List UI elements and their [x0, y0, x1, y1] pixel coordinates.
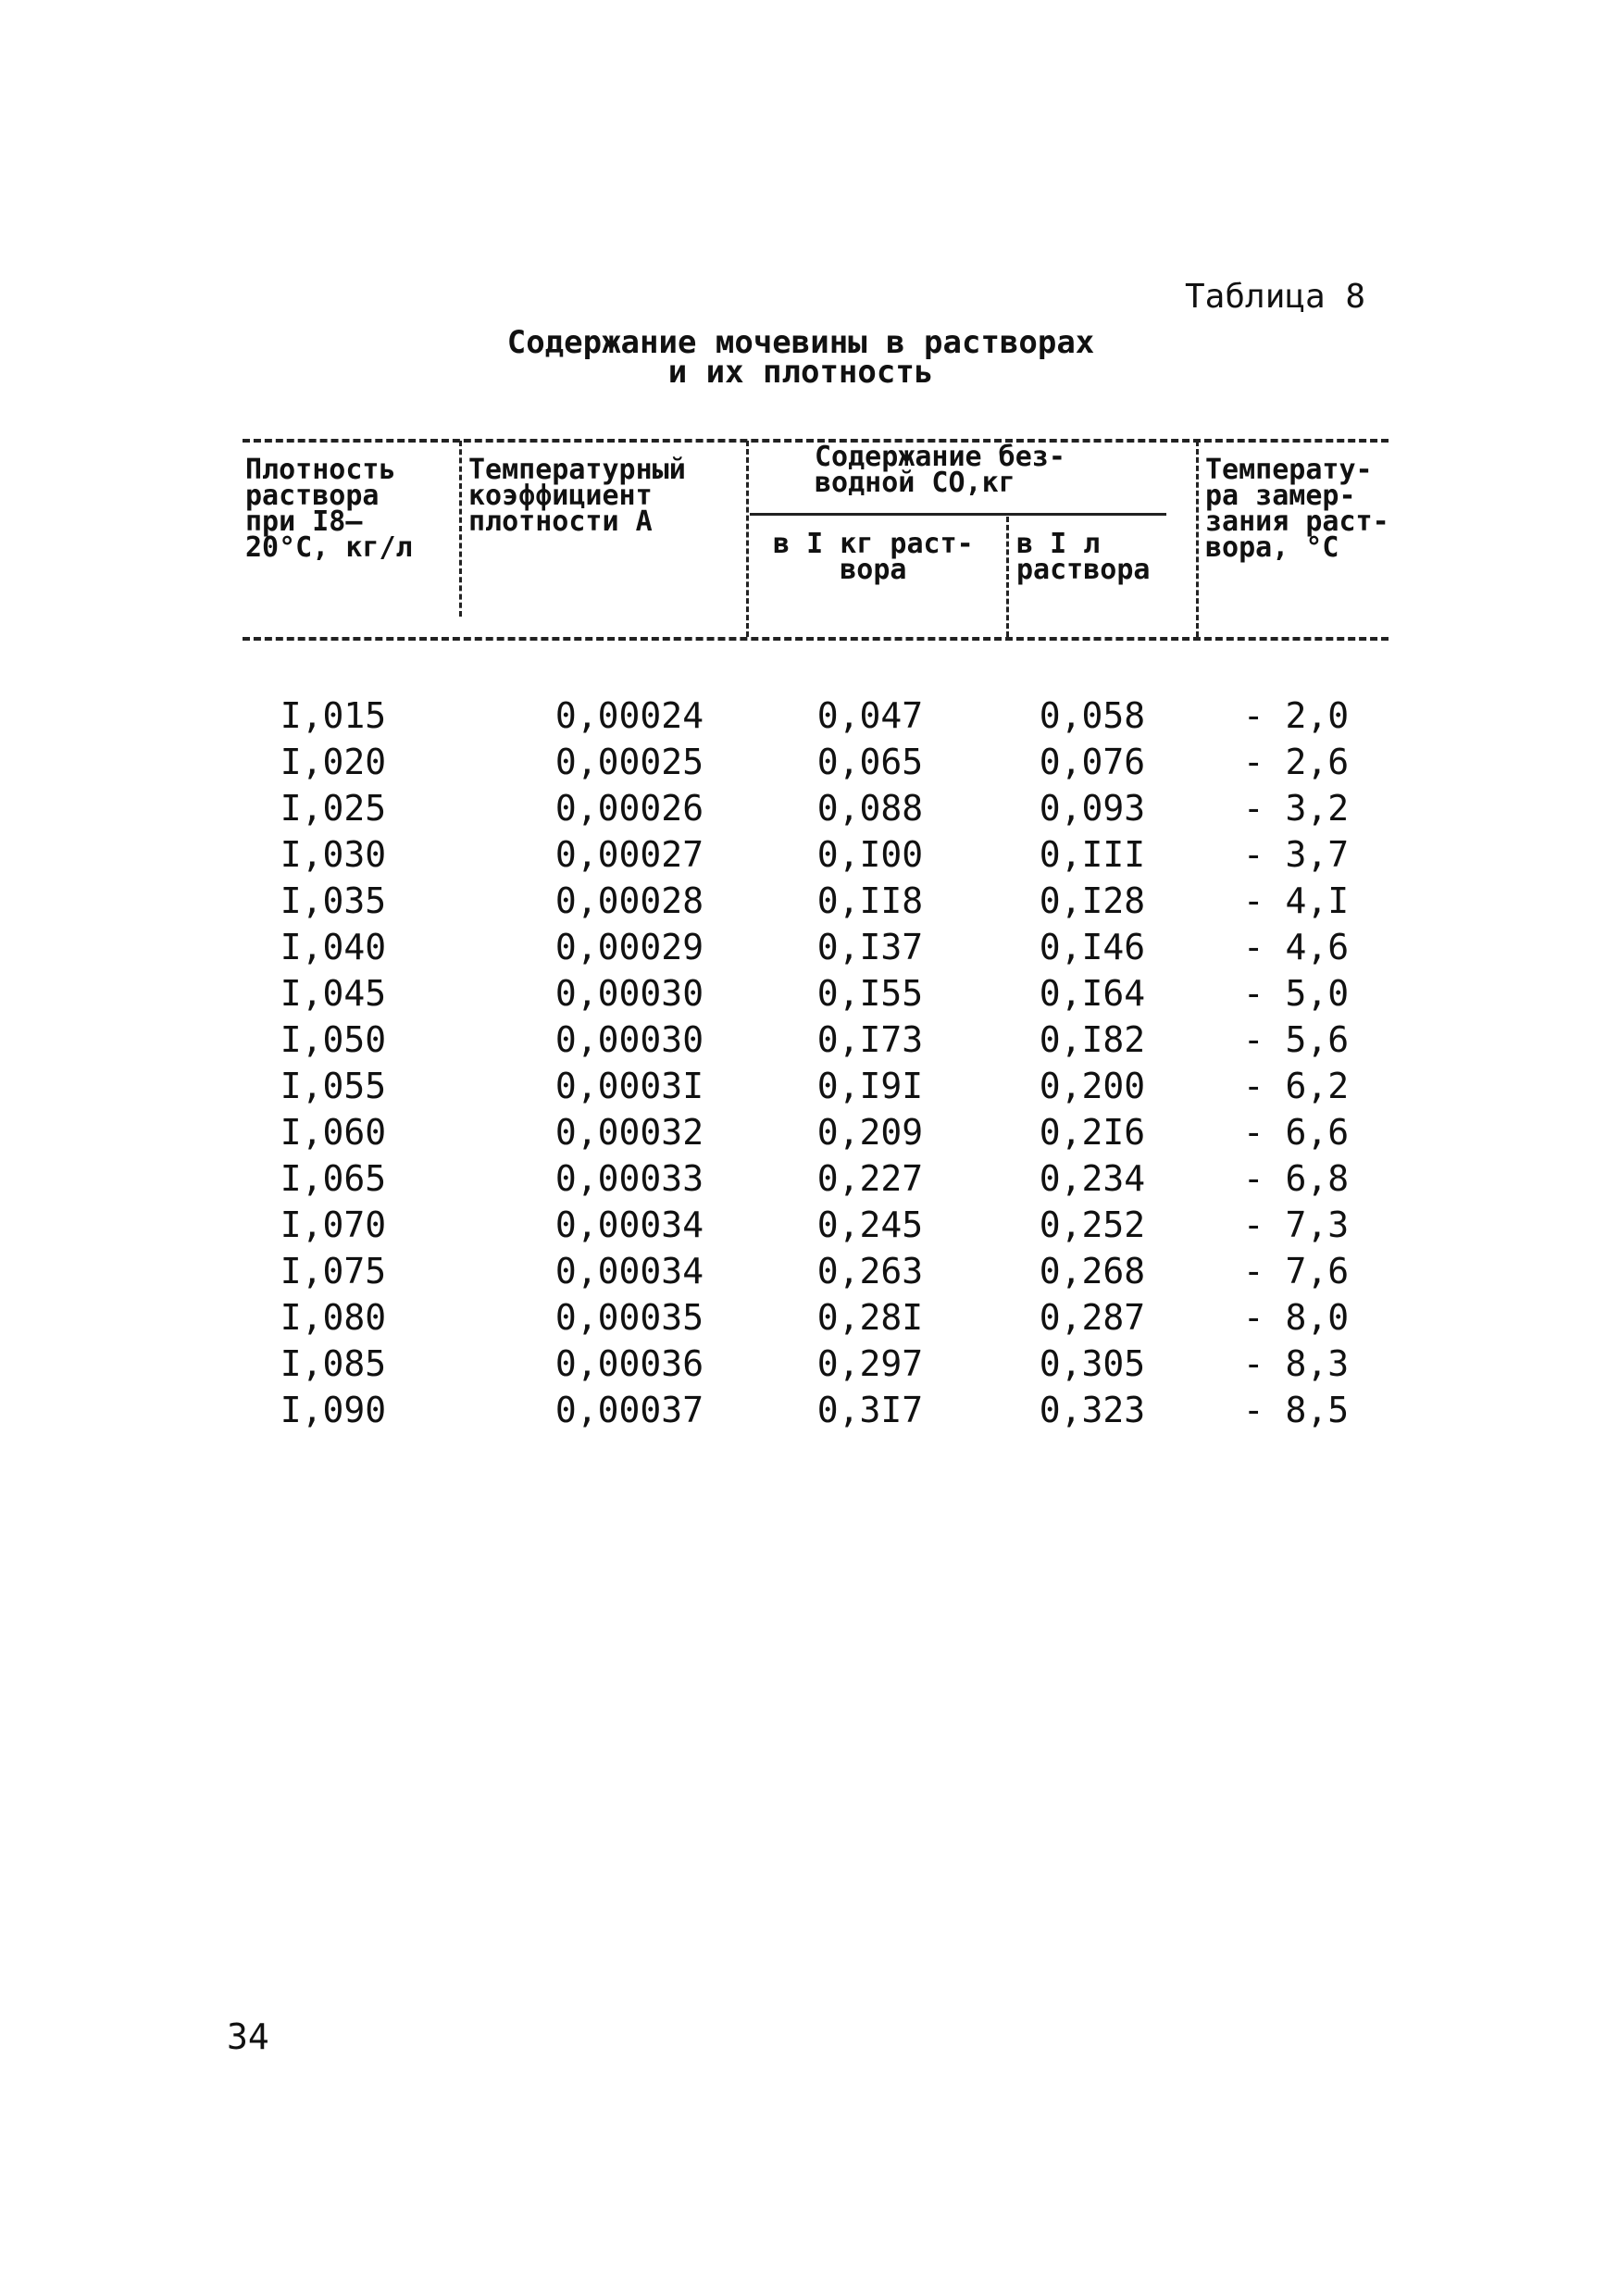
cell-coefficient: 0,00030: [554, 1019, 704, 1060]
table-row: [0, 878, 1619, 924]
cell-coefficient: 0,00034: [554, 1204, 704, 1245]
header-freezing-temperature: Температу- ра замер- зания раст- вора, °С: [1205, 454, 1389, 564]
header-separator-2: [746, 441, 749, 637]
table-row: [0, 1341, 1619, 1387]
cell-coefficient: 0,00029: [554, 927, 704, 967]
cell-per-litre: 0,III: [1039, 834, 1146, 875]
header-density: Плотность раствора при I8– 20°C, кг/л: [245, 454, 413, 564]
cell-per-litre: 0,2I6: [1039, 1112, 1146, 1153]
page-number: 34: [227, 2016, 269, 2057]
cell-density: I,050: [280, 1019, 387, 1060]
cell-coefficient: 0,00036: [554, 1343, 704, 1384]
cell-per-kg: 0,28I: [816, 1297, 924, 1338]
cell-per-litre: 0,093: [1039, 788, 1146, 829]
cell-per-kg: 0,263: [816, 1251, 924, 1292]
cell-per-litre: 0,I64: [1039, 973, 1146, 1014]
table-title-line-2: и их плотность: [667, 354, 934, 391]
header-per-kg: в I кг раст- вора: [773, 528, 974, 586]
cell-per-litre: 0,076: [1039, 742, 1146, 782]
header-urea-content-group: Содержание без- водной CO,кг: [815, 441, 1065, 499]
cell-freezing: - 3,7: [1242, 834, 1350, 875]
cell-coefficient: 0,00035: [554, 1297, 704, 1338]
cell-per-litre: 0,I28: [1039, 880, 1146, 921]
cell-per-kg: 0,I9I: [816, 1066, 924, 1106]
table-row: [0, 1155, 1619, 1202]
table-row: [0, 1017, 1619, 1063]
cell-density: I,020: [280, 742, 387, 782]
header-bottom-rule: [243, 637, 1389, 641]
cell-per-kg: 0,065: [816, 742, 924, 782]
cell-density: I,015: [280, 695, 387, 736]
table-row: [0, 785, 1619, 831]
cell-per-litre: 0,252: [1039, 1204, 1146, 1245]
cell-coefficient: 0,00028: [554, 880, 704, 921]
cell-density: I,055: [280, 1066, 387, 1106]
cell-per-kg: 0,3I7: [816, 1390, 924, 1430]
cell-freezing: - 7,6: [1242, 1251, 1350, 1292]
cell-coefficient: 0,00032: [554, 1112, 704, 1153]
table-label: Таблица 8: [1185, 278, 1366, 316]
cell-per-litre: 0,234: [1039, 1158, 1146, 1199]
cell-per-kg: 0,047: [816, 695, 924, 736]
cell-per-kg: 0,I37: [816, 927, 924, 967]
cell-freezing: - 6,8: [1242, 1158, 1350, 1199]
cell-per-litre: 0,I46: [1039, 927, 1146, 967]
cell-per-kg: 0,209: [816, 1112, 924, 1153]
table-row: [0, 1202, 1619, 1248]
cell-freezing: - 8,3: [1242, 1343, 1350, 1384]
cell-density: I,085: [280, 1343, 387, 1384]
cell-per-kg: 0,I00: [816, 834, 924, 875]
cell-coefficient: 0,00024: [554, 695, 704, 736]
cell-freezing: - 8,0: [1242, 1297, 1350, 1338]
table-row: [0, 1109, 1619, 1155]
cell-freezing: - 3,2: [1242, 788, 1350, 829]
table-row: [0, 970, 1619, 1017]
table-row: [0, 1248, 1619, 1294]
cell-density: I,060: [280, 1112, 387, 1153]
cell-coefficient: 0,00027: [554, 834, 704, 875]
cell-coefficient: 0,00034: [554, 1251, 704, 1292]
table-row: [0, 739, 1619, 785]
cell-per-litre: 0,287: [1039, 1297, 1146, 1338]
cell-per-litre: 0,200: [1039, 1066, 1146, 1106]
header-separator-1: [459, 441, 462, 617]
table-row: [0, 1387, 1619, 1433]
table-row: [0, 831, 1619, 878]
cell-freezing: - 2,0: [1242, 695, 1350, 736]
table-row: [0, 693, 1619, 739]
cell-per-kg: 0,I73: [816, 1019, 924, 1060]
cell-per-kg: 0,I55: [816, 973, 924, 1014]
header-separator-4: [1196, 441, 1199, 637]
cell-coefficient: 0,00033: [554, 1158, 704, 1199]
cell-freezing: - 6,2: [1242, 1066, 1350, 1106]
cell-coefficient: 0,00030: [554, 973, 704, 1014]
cell-density: I,035: [280, 880, 387, 921]
header-group-rule: [750, 513, 1166, 516]
table-title-line-1: Содержание мочевины в растворах: [506, 324, 1095, 361]
cell-freezing: - 5,6: [1242, 1019, 1350, 1060]
cell-per-kg: 0,227: [816, 1158, 924, 1199]
table-row: [0, 1294, 1619, 1341]
cell-density: I,080: [280, 1297, 387, 1338]
cell-freezing: - 8,5: [1242, 1390, 1350, 1430]
cell-per-litre: 0,I82: [1039, 1019, 1146, 1060]
header-per-litre: в I л раствора: [1016, 528, 1151, 586]
cell-per-litre: 0,058: [1039, 695, 1146, 736]
table-row: [0, 1063, 1619, 1109]
cell-freezing: - 6,6: [1242, 1112, 1350, 1153]
cell-density: I,040: [280, 927, 387, 967]
cell-density: I,065: [280, 1158, 387, 1199]
cell-per-litre: 0,268: [1039, 1251, 1146, 1292]
cell-per-kg: 0,297: [816, 1343, 924, 1384]
header-temperature-coefficient: Температурный коэффициент плотности А: [468, 454, 686, 538]
cell-per-litre: 0,323: [1039, 1390, 1146, 1430]
cell-density: I,025: [280, 788, 387, 829]
cell-coefficient: 0,00026: [554, 788, 704, 829]
cell-per-litre: 0,305: [1039, 1343, 1146, 1384]
cell-density: I,070: [280, 1204, 387, 1245]
cell-freezing: - 5,0: [1242, 973, 1350, 1014]
cell-freezing: - 4,6: [1242, 927, 1350, 967]
cell-coefficient: 0,00037: [554, 1390, 704, 1430]
cell-freezing: - 2,6: [1242, 742, 1350, 782]
cell-coefficient: 0,0003I: [554, 1066, 704, 1106]
cell-freezing: - 7,3: [1242, 1204, 1350, 1245]
cell-per-kg: 0,088: [816, 788, 924, 829]
cell-per-kg: 0,245: [816, 1204, 924, 1245]
table-title: [504, 324, 1097, 391]
header-separator-3: [1006, 517, 1009, 637]
cell-density: I,030: [280, 834, 387, 875]
cell-freezing: - 4,I: [1242, 880, 1350, 921]
cell-density: I,090: [280, 1390, 387, 1430]
cell-coefficient: 0,00025: [554, 742, 704, 782]
table-row: [0, 924, 1619, 970]
cell-per-kg: 0,II8: [816, 880, 924, 921]
cell-density: I,045: [280, 973, 387, 1014]
cell-density: I,075: [280, 1251, 387, 1292]
